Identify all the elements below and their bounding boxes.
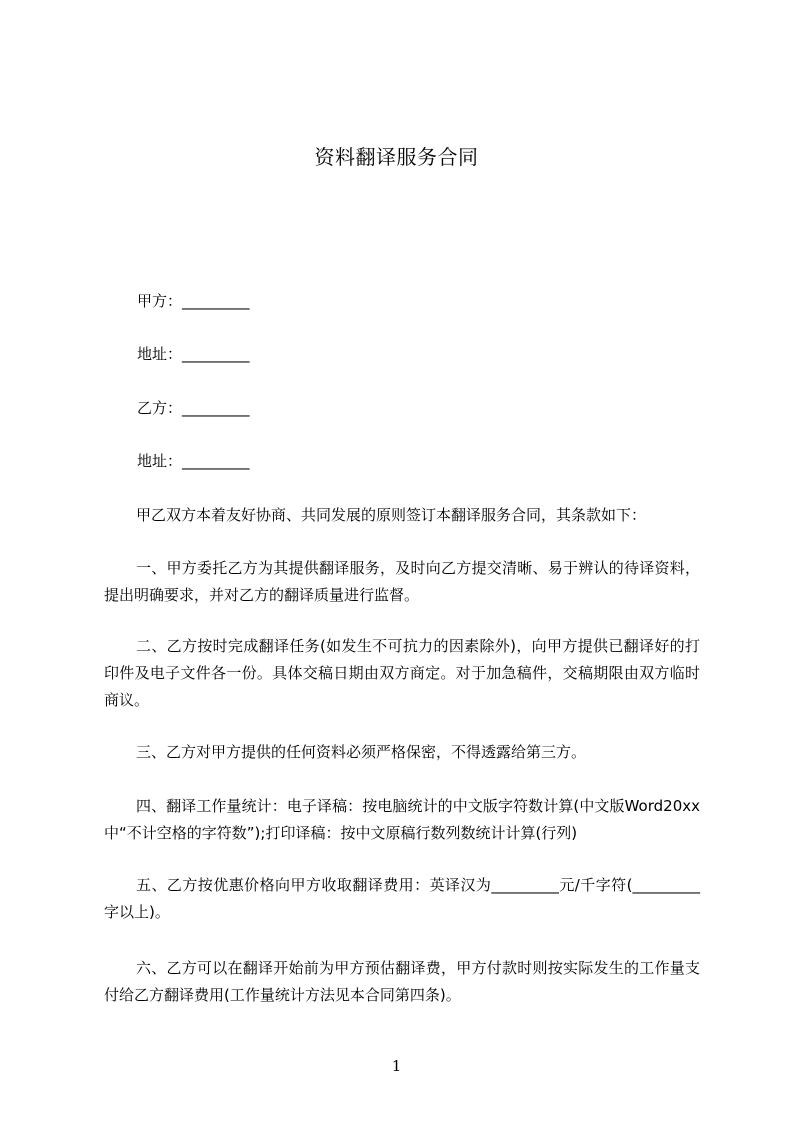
clause-3-paragraph: 三、乙方对甲方提供的任何资料必须严格保密，不得透露给第三方。 xyxy=(136,743,587,761)
party-a-address-field: 地址：_________ xyxy=(137,345,250,363)
clause-4-paragraph: 四、翻译工作量统计：电子译稿：按电脑统计的中文版字符数计算(中文版Word20xx中“不计空格的字符数”);打印译稿：按中文原稿行数列数统计计算(行列) xyxy=(104,797,700,842)
clause-2-paragraph: 二、乙方按时完成翻译任务(如发生不可抗力的因素除外)，向甲方提供已翻译好的打印件及电子文件各一份。具体交稿日期由双方商定。对于加急稿件，交稿期限由双方临时商议。 xyxy=(104,637,700,709)
page-number: 1 xyxy=(391,1057,402,1075)
document-title: 资料翻译服务合同 xyxy=(314,145,479,169)
clause-5-paragraph: 五、乙方按优惠价格向甲方收取翻译费用：英译汉为_________元/千字符(_________字以上)。 xyxy=(104,876,700,921)
party-a-field: 甲方：_________ xyxy=(137,292,250,310)
clause-1-paragraph: 一、甲方委托乙方为其提供翻译服务，及时向乙方提交清晰、易于辨认的待译资料，提出明确要求，并对乙方的翻译质量进行监督。 xyxy=(104,559,700,604)
party-b-field: 乙方：_________ xyxy=(137,399,250,417)
intro-paragraph: 甲乙双方本着友好协商、共同发展的原则签订本翻译服务合同，其条款如下： xyxy=(136,506,647,524)
party-b-address-field: 地址：_________ xyxy=(137,452,250,470)
clause-6-paragraph: 六、乙方可以在翻译开始前为甲方预估翻译费，甲方付款时则按实际发生的工作量支付给乙方翻译费用(工作量统计方法见本合同第四条)。 xyxy=(104,959,700,1004)
